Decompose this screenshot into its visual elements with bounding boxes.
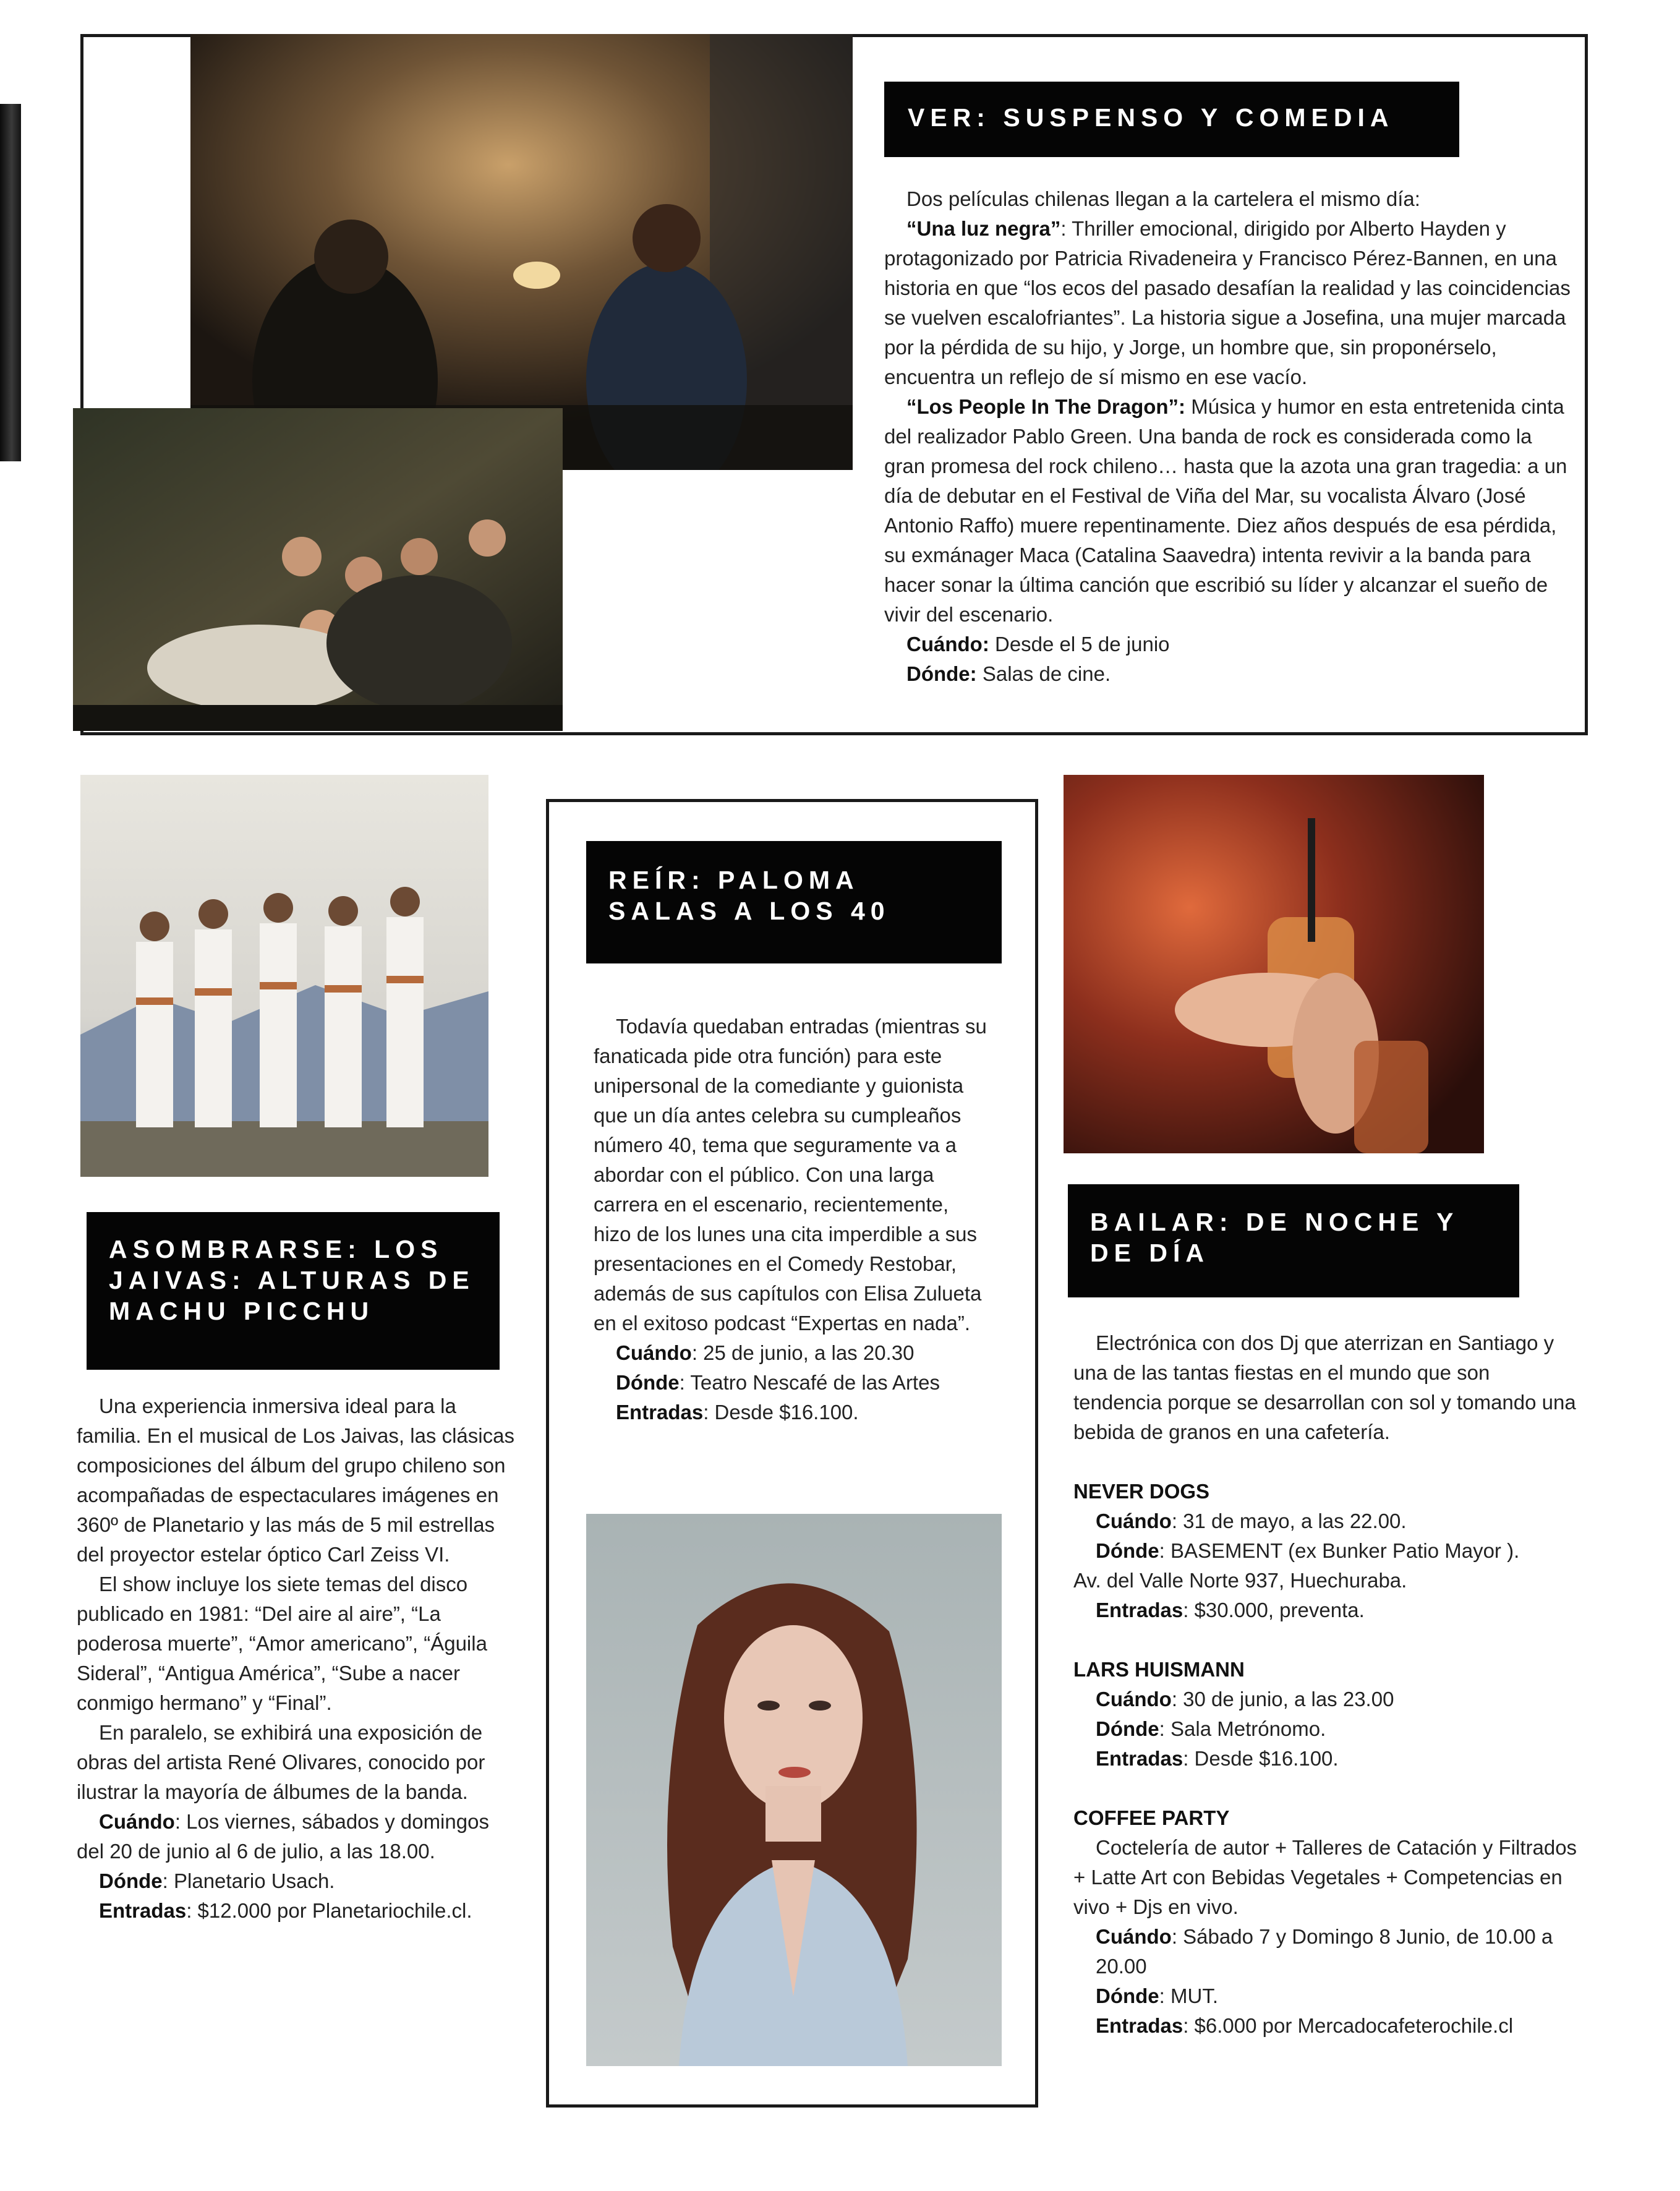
when-label: Cuándo [1096, 1688, 1172, 1711]
reir-tickets [594, 1398, 989, 1427]
where-value: : BASEMENT (ex Bunker Patio Mayor ). [1159, 1539, 1520, 1562]
film-still-una-luz-negra [190, 34, 853, 470]
ver-film2-text: Música y humor en esta entretenida cinta del realizador Pablo Green. Una banda de rock es considerada como la gran promesa del rock chileno… hasta que la azota una gran tragedia: a un día de debutar en el Festival de Viña del Mar, su vocalista Álvaro (José Antonio Raffo) muere repentinamente. Diez años después de esa pérdida, su exmánager Maca (Catalina Saavedra) intenta revivir a la banda para hacer sonar la última canción que escribió su líder y alcanzar el sueño de vivir del escenario. [884, 395, 1567, 626]
reir-p1: Todavía quedaban entradas (mientras su fanaticada pide otra función) para este unipersonal de la comediante y guionista que un día antes celebra su cumpleaños número 40, tema que seguramente va a abordar con el público. Con una larga carrera en el escenario, recientemente, hizo de los lunes una cita imperdible a sus presentaciones en el Comedy Restobar, además de sus capítulos con Elisa Zulueta en el exitoso podcast “Expertas en nada”. [594, 1015, 987, 1335]
event-lars-huismann-when [1073, 1685, 1580, 1714]
ver-film1-text: : Thriller emocional, dirigido por Alberto Hayden y protagonizado por Patricia Rivadeneira y Francisco Pérez-Bannen, en una historia en que “los ecos del pasado desafían la realidad y las coincidencias se vuelven escalofriantes”. La historia sigue a Josefina, una mujer marcada por la pérdida de su hijo, y Jorge, un hombre que, sin proponérselo, encuentra un reflejo de sí mismo en ese vacío. [884, 217, 1571, 388]
bailar-heading [1068, 1184, 1519, 1297]
where-value: : Sala Metrónomo. [1159, 1717, 1326, 1740]
ver-body [884, 184, 1571, 689]
asombrarse-when-value: : Los viernes, sábados y domingos del 20 de junio al 6 de julio, a las 18.00. [77, 1810, 489, 1863]
asombrarse-when-label: Cuándo [99, 1810, 175, 1833]
bailar-intro: Electrónica con dos Dj que aterrizan en Santiago y una de las tantas fiestas en el mundo que son tendencia porque se desarrollan con sol y tomando una bebida de granos en una cafetería. [1073, 1331, 1576, 1443]
asombrarse-where-label: Dónde [99, 1869, 163, 1892]
reir-tickets-label: Entradas [616, 1401, 704, 1424]
reir-where [594, 1368, 989, 1398]
event-coffee-party-where [1073, 1981, 1580, 2011]
ver-film1-title: “Una luz negra” [906, 217, 1061, 240]
tickets-label: Entradas [1096, 1599, 1183, 1621]
ver-when-label: Cuándo: [906, 633, 989, 656]
asombrarse-p2: El show incluye los siete temas del disco publicado en 1981: “Del aire al aire”, “La poderosa muerte”, “Amor americano”, “Águila Sideral”, “Antigua América”, “Sube a nacer conmigo hermano” y “Final”. [77, 1573, 487, 1714]
film-still-people-in-the-dragon [73, 408, 563, 731]
ver-where [884, 659, 1571, 689]
asombrarse-tickets-value: : $12.000 por Planetariochile.cl. [186, 1899, 472, 1922]
event-never-dogs-when [1073, 1506, 1580, 1536]
event-coffee-party-tickets [1073, 2011, 1580, 2041]
asombrarse-body [77, 1391, 519, 1926]
ver-where-label: Dónde: [906, 662, 977, 685]
asombrarse-when [77, 1807, 519, 1866]
event-coffee-party-description: Coctelería de autor + Talleres de Catación y Filtrados + Latte Art con Bebidas Vegetales + Competencias en vivo + Djs en vivo. [1073, 1836, 1577, 1918]
ver-intro: Dos películas chilenas llegan a la cartelera el mismo día: [906, 187, 1420, 210]
when-label: Cuándo [1096, 1510, 1172, 1532]
reir-body [594, 1012, 989, 1427]
where-label: Dónde [1096, 1984, 1159, 2007]
asombrarse-p3: En paralelo, se exhibirá una exposición de obras del artista René Olivares, conocido por ilustrar la mayoría de álbumes de la banda. [77, 1721, 485, 1803]
asombrarse-where-value: : Planetario Usach. [162, 1869, 335, 1892]
when-value: : 31 de mayo, a las 22.00. [1171, 1510, 1407, 1532]
when-value: : Sábado 7 y Domingo 8 Junio, de 10.00 a 20.00 [1096, 1925, 1553, 1978]
bailar-body [1073, 1328, 1580, 2041]
event-coffee-party-when [1073, 1922, 1580, 1981]
where-label: Dónde [1096, 1717, 1159, 1740]
ver-film2 [884, 392, 1571, 630]
event-lars-huismann-title: LARS HUISMANN [1073, 1658, 1245, 1681]
asombrarse-heading-text: ASOMBRARSE: LOS JAIVAS: ALTURAS DE MACHU PICCHU [109, 1235, 475, 1325]
when-label: Cuándo [1096, 1925, 1172, 1948]
where-value: : MUT. [1159, 1984, 1218, 2007]
event-never-dogs-tickets [1073, 1595, 1580, 1625]
reir-when [594, 1338, 989, 1368]
event-never-dogs-title: NEVER DOGS [1073, 1480, 1210, 1503]
reir-when-value: : 25 de junio, a las 20.30 [691, 1341, 915, 1364]
ver-heading [884, 82, 1459, 157]
where-label: Dónde [1096, 1539, 1159, 1562]
ver-film1 [884, 214, 1571, 392]
asombrarse-p1: Una experiencia inmersiva ideal para la familia. En el musical de Los Jaivas, las clásicas composiciones del álbum del grupo chileno son acompañadas de espectaculares imágenes en 360º de Planetario y las más de 5 mil estrellas del proyector estelar óptico Carl Zeiss VI. [77, 1394, 514, 1566]
event-never-dogs-where [1073, 1536, 1580, 1566]
event-lars-huismann-tickets [1073, 1744, 1580, 1774]
reir-heading [586, 841, 1002, 963]
bailar-heading-text: BAILAR: DE NOCHE Y DE DÍA [1090, 1208, 1459, 1267]
paloma-salas-portrait [586, 1514, 1002, 2066]
reir-where-value: : Teatro Nescafé de las Artes [679, 1371, 940, 1394]
tickets-value: : Desde $16.100. [1183, 1747, 1339, 1770]
tickets-label: Entradas [1096, 2014, 1183, 2037]
event-coffee-party-title: COFFEE PARTY [1073, 1806, 1230, 1829]
los-jaivas-photo [80, 775, 488, 1177]
tickets-value: : $6.000 por Mercadocafeterochile.cl [1183, 2014, 1514, 2037]
asombrarse-tickets [77, 1896, 519, 1926]
party-drink-photo [1064, 775, 1484, 1153]
ver-when-value: Desde el 5 de junio [989, 633, 1170, 656]
asombrarse-heading [87, 1212, 500, 1370]
tickets-label: Entradas [1096, 1747, 1183, 1770]
reir-where-label: Dónde [616, 1371, 680, 1394]
reir-tickets-value: : Desde $16.100. [703, 1401, 859, 1424]
ver-where-value: Salas de cine. [976, 662, 1111, 685]
page-edge-photo-strip [0, 104, 21, 461]
ver-heading-text: VER: SUSPENSO Y COMEDIA [908, 103, 1394, 132]
asombrarse-where [77, 1866, 519, 1896]
when-value: : 30 de junio, a las 23.00 [1171, 1688, 1394, 1711]
ver-when [884, 630, 1571, 659]
event-never-dogs-address: Av. del Valle Norte 937, Huechuraba. [1073, 1569, 1407, 1592]
reir-heading-text: REÍR: PALOMA SALAS A LOS 40 [608, 866, 890, 925]
reir-when-label: Cuándo [616, 1341, 692, 1364]
tickets-value: : $30.000, preventa. [1183, 1599, 1365, 1621]
ver-film2-title: “Los People In The Dragon”: [906, 395, 1186, 418]
event-lars-huismann-where [1073, 1714, 1580, 1744]
asombrarse-tickets-label: Entradas [99, 1899, 187, 1922]
